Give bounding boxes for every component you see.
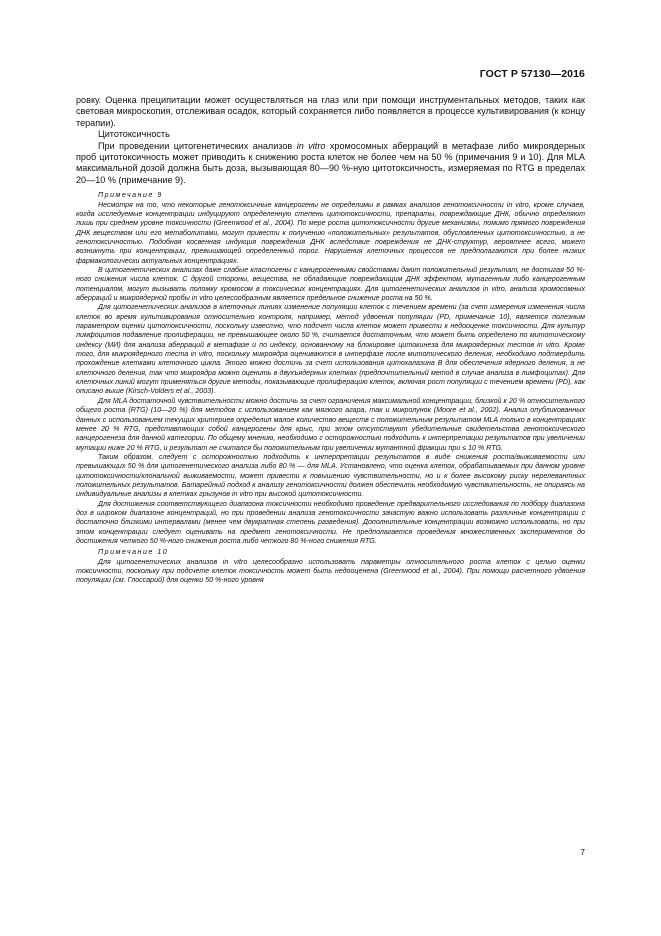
main-text [76,95,585,186]
note-heading-10: Примечание 10 [98,548,169,557]
note-9-paragraph-1: Несмотря на то, что некоторые генотоксичные канцерогены не определимы в рамках анализов генотоксичности in vitro, кроме случаев, когда исследуемые концентрации индуцируют определенную степень цитотоксичности, препараты, повреждающие ДНК, обычно определяют лишь при среднем уровне токсичности (Greenwood et al., 2004). По мере роста цитотоксичности другие механизмы, помимо прямого повреждения ДНК веществом или его метаболитами, могут привести к получению «положительных» результатов, обусловленных цитотоксичностью, а не генотоксичностью. Подобная косвенная индукция повреждения ДНК вследствие повреждения не ДНК-структур, вероятнее всего, может возникнуть при концентрации, превышающей определенный порог. Нарушения клеточных процессов не предполагаются при более низких фармакологически актуальных концентрациях. [76,200,585,265]
note-9-paragraph-6: Для достижения соответствующего диапазона токсичности необходимо проведение предварительного исследования по подбору диапазона доз в широком диапазоне концентраций, но при проведении анализа генотоксичности зачастую важно использовать различные концентрации с достаточно близкими интервалами (менее чем двукратная степень разведения). Дополнительные концентрации возможно использовать, но при этом концентрации следует оценивать на предмет генотоксичности. Не предполагается проведения множественных экспериментов до достижения четкого 50 %-ного снижения роста либо четкого 80 %-ного снижения RTG. [76,499,585,545]
page-number: 7 [580,847,585,857]
page-content [76,95,585,586]
paragraph-cytotoxicity-limits [76,141,585,187]
note-9-paragraph-5: Таким образом, следует с осторожностью подходить к интерпретации результатов в виде снижения роста/выживаемости или превышающих 50 % для цитогенетического анализа либо 80 % — для MLA. Установлено, что оценка клеток, обрабатываемых при данном уровне цитотоксичности/клональной выживаемости, может привести к повышению чувствительности, но и к более высокому риску нерелевантных положительных результатов. Батарейный подход к анализу генотоксичности должен обеспечить необходимую чувствительность, не опираясь на индивидуальные анализы в клетках грызунов in vitro при высокой цитотоксичности. [76,452,585,499]
note-9-paragraph-3: Для цитогенетических анализов в клеточных линиях изменение популяции клеток с течением времени (за счет измерения изменения числа клеток во время культивирования относительно контроля, например, метод удвоения популяции (PD, примечание 10), является полезным параметром оценки цитотоксичности, поскольку известно, что подсчет числа клеток может привести к недооценке токсичности. Для культур лимфоцитов подавление пролиферации, не превышающее около 50 %, считается достаточным, что может быть определено по митотическому индексу (МИ) для анализа аберраций в метафазе и по индексу, основанному на блокировке цитокинеза для микроядерных тестов in vitro. Кроме того, для микроядерного теста in vitro, поскольку микроядра оцениваются в интерфазе после митотического деления, необходимо подтвердить прохождение клетками клеточного цикла. Этого можно достичь за счет использования цитохалазина B для обеспечения ядерного деления, а не клеточного деления, так что микроядра можно оценить в двухъядерных клетках (предпочтительный метод в случае анализа в лимфоцитах). Для клеточных линий могут применяться другие методы, показывающие пролиферацию клеток, включая рост популяции с течением времени (PD), как описано выше (Kirsch-Volders et al., 2003). [76,303,585,396]
text-segment: хромосомных аберраций в метафазе либо микроядерных проб цитотоксичность может приводить к снижению роста клеток не более чем на 50 % (примечания 9 и 10). Для MLA максимальной дозой должна быть доза, вызывающая 80—90 %-ную цитотоксичность, измеряемая по RTG в пределах 20—10 % (примечание 9). [76,140,585,185]
text-segment: При проведении цитогенетических анализов [98,140,297,151]
note-10-paragraph-1: Для цитогенетических анализов in vitro целесообразно использовать параметры относительного роста клеток с целью оценки токсичности, поскольку при подсчете клеток токсичность может быть недооценена (Greenwood et al., 2004). При помощи расчетного удвоения популяции (см. Глоссарий) для оценки 50 %-ного уровня [76,557,585,585]
paragraph-continuation: ровку. Оценка преципитации может осуществляться на глаз или при помощи инструментальных методов, таких как световая микроскопия, отслеживая осадок, который сохраняется либо появляется в процессе культивирования (к концу терапии). [76,95,585,128]
standard-number: ГОСТ Р 57130—2016 [479,68,585,80]
note-9-paragraph-2: В цитогенетических анализах даже слабые кластогены с канцерогенными свойствами дают положительный результат, не достигая 50 %-ного снижения числа клеток. С другой стороны, вещества, не обладающие повреждающим ДНК эффектом, мутагенным либо канцерогенным потенциалом, могут вызывать поломку хромосом в токсических концентрациях. Для цитогенетических анализов in vitro, анализа хромосомных аберраций и микроядерной пробы in vitro целесообразным является предельное снижение роста на 50 %. [76,266,585,303]
notes-block [76,191,585,585]
section-heading-cytotoxicity: Цитотоксичность [98,129,170,140]
note-9-paragraph-4: Для MLA достаточной чувствительности можно достичь за счет ограничения максимальной концентрации, близкой к 20 % относительного общего роста (RTG) (10—20 %) для методов с использованием как мягкого агара, так и микролунок (Moore et al., 2002). Анализ опубликованных данных с использованием текущих критериев определил малое количество веществ с положительным результатом MLA только в концентрациях менее 20 % RTG, представляющих собой канцерогены для крыс, при этом отсутствуют убедительные свидетельства генотоксического канцерогенеза для данной категории. По общему мнению, необходимо с осторожностью подходить к интерпретации результатов при увеличении мутации ниже 20 % RTG, и результат не считался бы положительным при увеличении мутантной фракции при ≤ 10 % RTG. [76,396,585,452]
note-heading-9: Примечание 9 [98,191,163,200]
latin-term: in vitro [296,140,326,151]
